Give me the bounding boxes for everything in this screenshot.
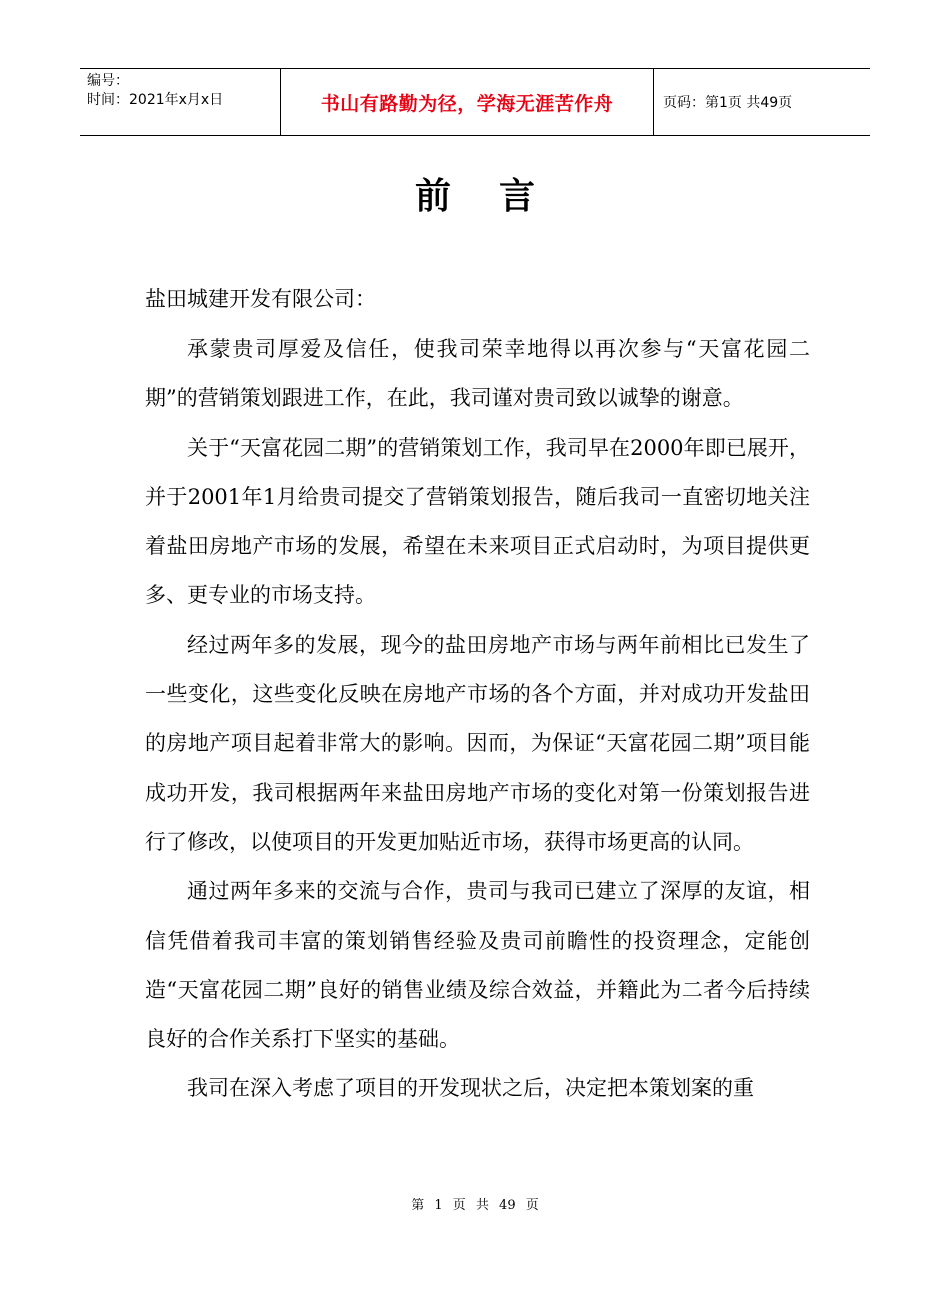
paragraph: 我司在深入考虑了项目的开发现状之后，决定把本策划案的重 — [187, 1076, 754, 1101]
page-title: 前言 — [414, 176, 583, 217]
header-motto: 书山有路勤为径，学海无涯苦作舟 — [320, 92, 614, 115]
document-body — [145, 325, 810, 1114]
paragraph: 关于“天富花园二期”的营销策划工作，我司早在2000年即已展开，并于2001年1月给贵司提交了营销策划报告，随后我司一直密切地关注着盐田房地产市场的发展，希望在未来项目正式启动时，为项目提供更多、更专业的市场支持。 — [145, 435, 810, 608]
header-page-code: 页码：第1页 共49页 — [663, 95, 793, 111]
paragraph: 经过两年多的发展，现今的盐田房地产市场与两年前相比已发生了一些变化，这些变化反映在房地产市场的各个方面，并对成功开发盐田的房地产项目起着非常大的影响。因而，为保证“天富花园二期”项目能成功开发，我司根据两年来盐田房地产市场的变化对第一份策划报告进行了修改，以使项目的开发更加贴近市场，获得市场更高的认同。 — [145, 632, 810, 854]
document-number-label: 编号： — [87, 73, 129, 89]
salutation: 盐田城建开发有限公司： — [145, 287, 376, 311]
header-page-cell — [654, 69, 870, 135]
document-header — [80, 68, 870, 136]
document-time-label: 时间：2021年x月x日 — [87, 92, 224, 108]
header-meta-cell — [80, 69, 281, 135]
page-footer: 第 1 页 共 49 页 — [411, 1198, 539, 1213]
header-motto-cell — [281, 69, 654, 135]
paragraph: 承蒙贵司厚爱及信任，使我司荣幸地得以再次参与“天富花园二期”的营销策划跟进工作，在此，我司谨对贵司致以诚挚的谢意。 — [145, 337, 810, 411]
paragraph: 通过两年多来的交流与合作，贵司与我司已建立了深厚的友谊，相信凭借着我司丰富的策划销售经验及贵司前瞻性的投资理念，定能创造“天富花园二期”良好的销售业绩及综合效益，并籍此为二者今后持续良好的合作关系打下坚实的基础。 — [145, 879, 810, 1052]
